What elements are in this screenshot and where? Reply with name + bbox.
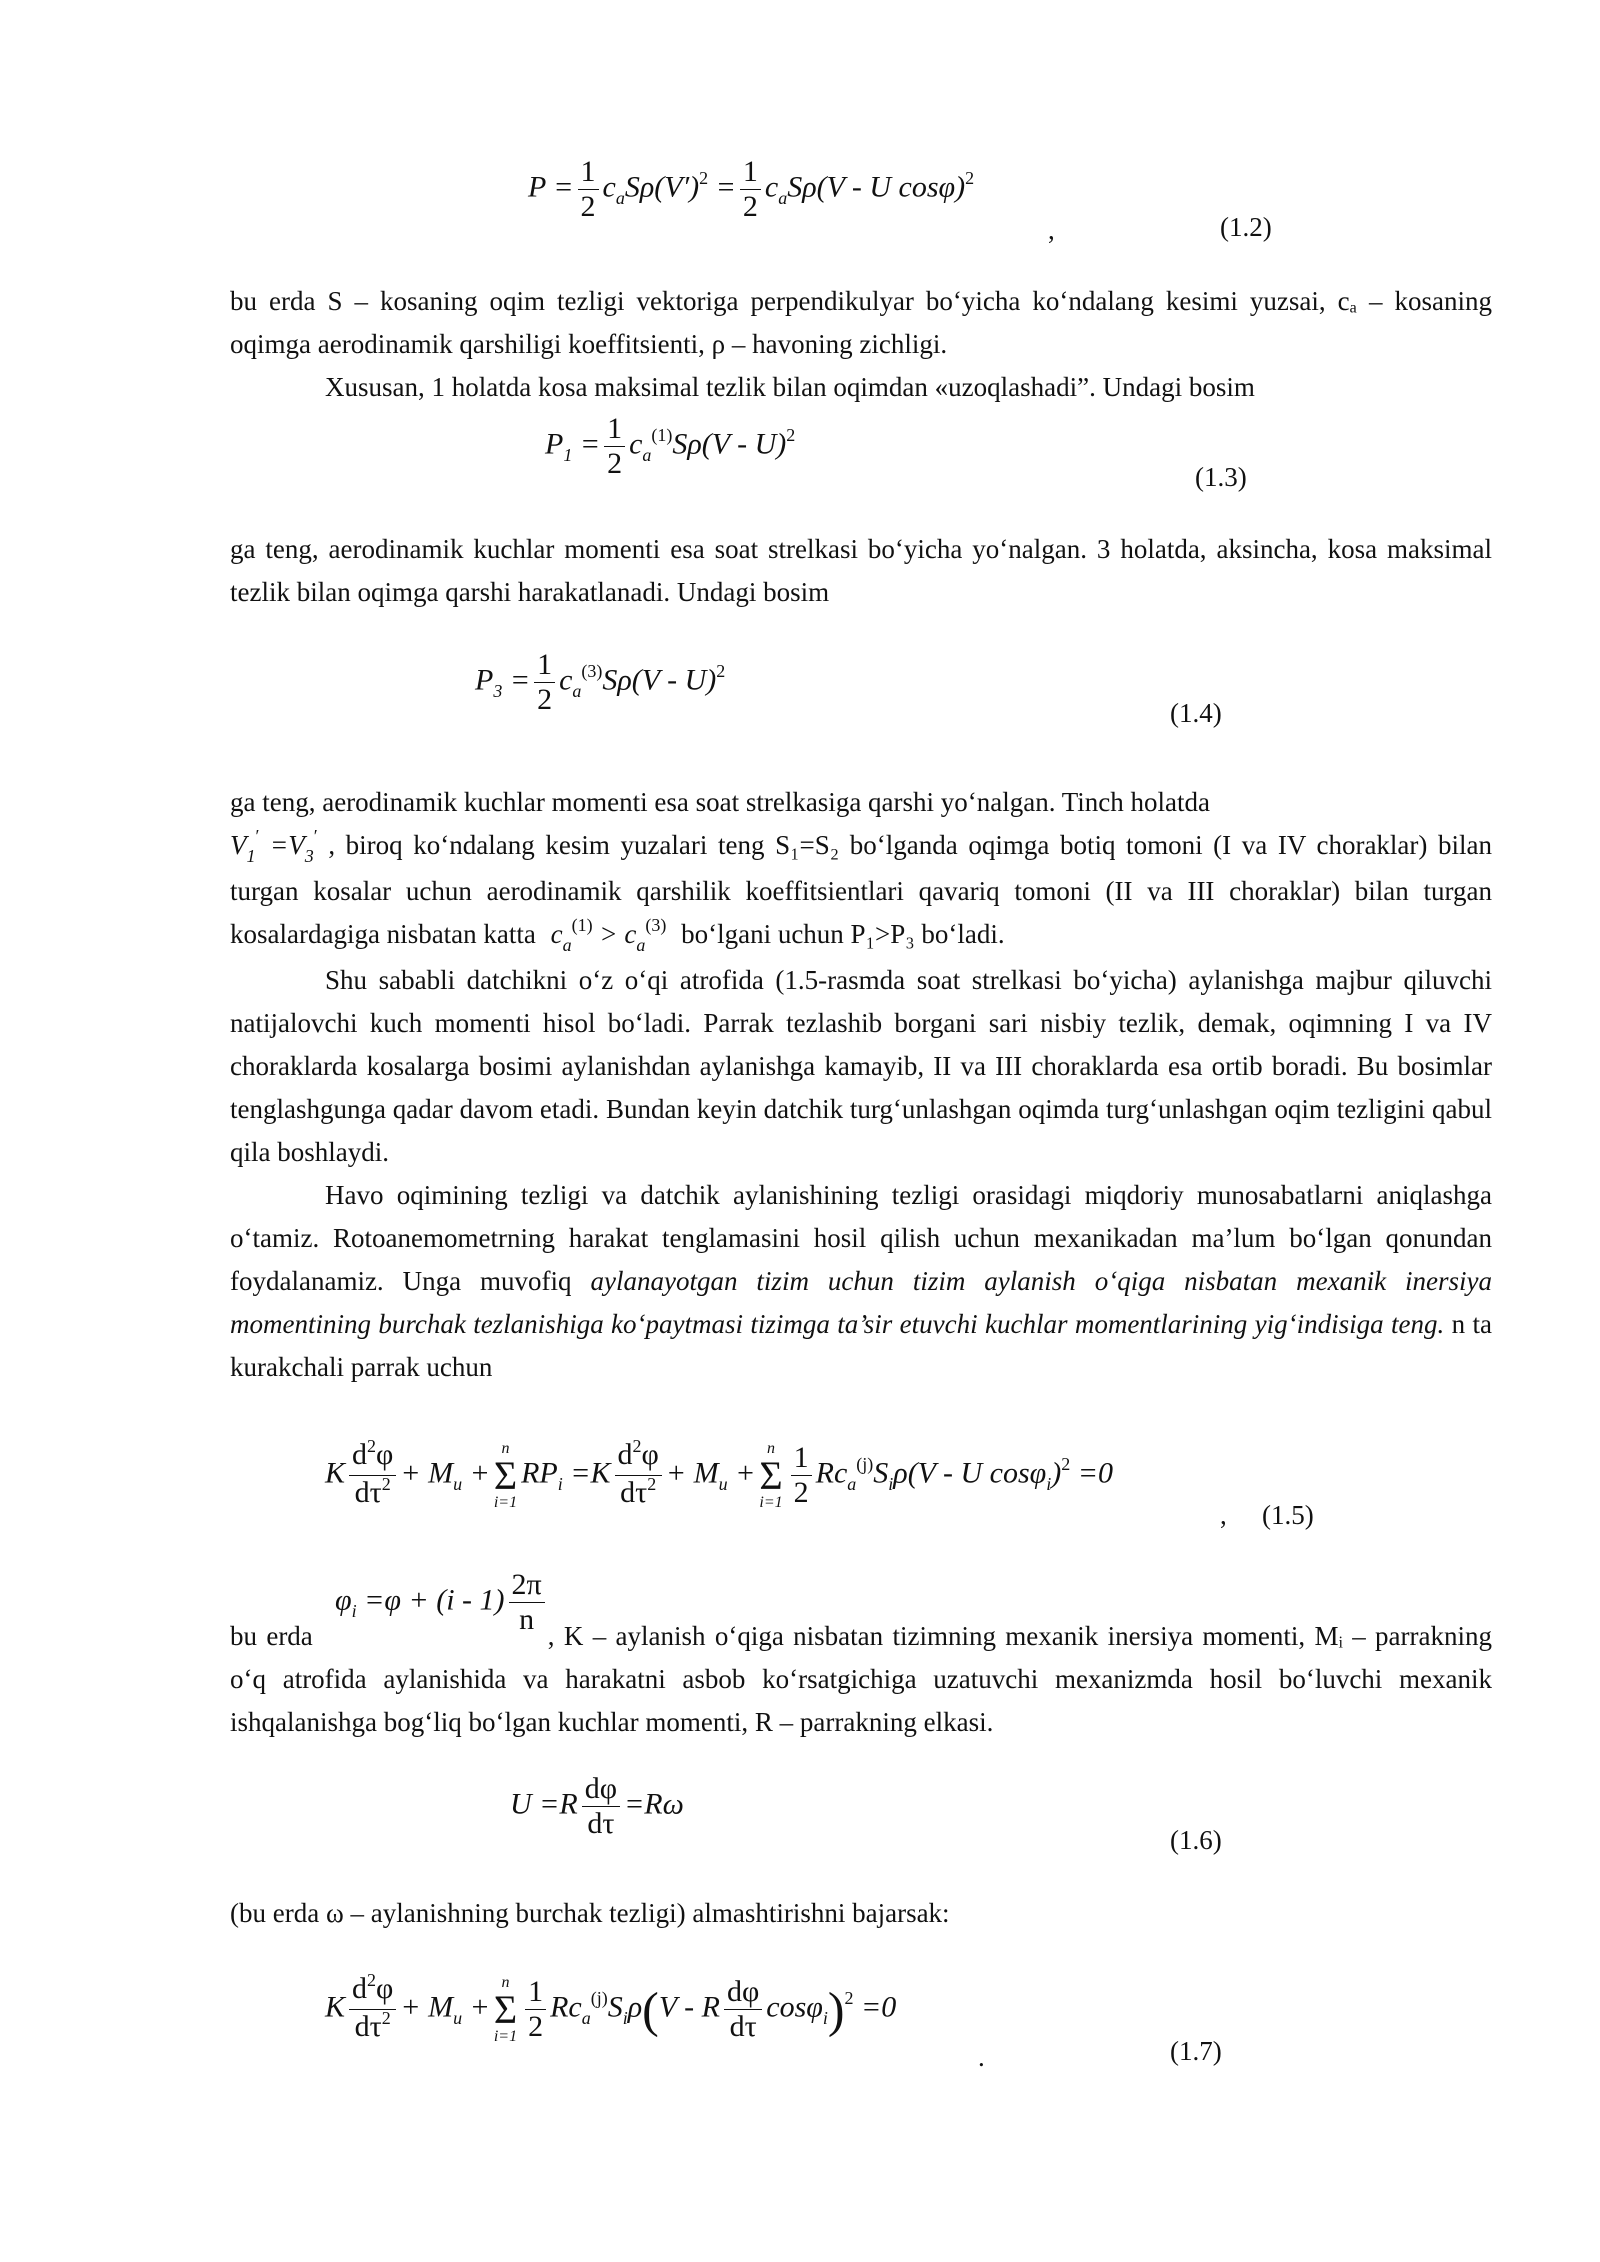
paragraph-block-4 <box>230 1615 1492 1744</box>
equation-period-1-7: . <box>978 2042 985 2072</box>
paragraph-block-2 <box>230 528 1492 614</box>
paragraph-holat-3: ga teng, aerodinamik kuchlar momenti esa soat strelkasi bo‘yicha yo‘nalgan. 3 holatda, aksincha, kosa maksimal tezlik bilan oqimga qarshi harakatlanadi. Undagi bosim <box>230 534 1492 607</box>
equation-1-6: U =R $\frac{d\varphi}{d\tau}$ =Rω <box>510 1772 684 1840</box>
equation-comma-1-5: , <box>1220 1500 1227 1530</box>
paragraph-block-3 <box>230 764 1492 1389</box>
paragraph-definitions: bu erda S – kosaning oqim tezligi vektoriga perpendikulyar bo‘yicha ko‘ndalang kesimi yuzsai, cₐ – kosaning oqimga aerodinamik qarshiligi koeffitsienti, ρ – havoning zichligi. <box>230 286 1492 359</box>
paragraph-block-1 <box>230 280 1492 409</box>
inline-formula-ca-compare: $c_a^{(1)} > c_a^{(3)}$ <box>550 915 667 955</box>
equation-number-1-5: (1.5) <box>1262 1500 1314 1530</box>
text-bu-erda: bu erda <box>230 1621 313 1651</box>
text-k-definition: , K – aylanish o‘qiga nisbatan tizimning mexanik inersiya momenti, Mᵢ – parrakning o‘q atrofida aylanishida va harakatni asbob ko‘rsatgichiga uzatuvchi mexanizmda hosil bo‘luvchi mexanik ishqalanishga bog‘liq bo‘lgan kuchlar momenti, R – parrakning elkasi. <box>230 1621 1492 1737</box>
inline-formula-phi-i: $\varphi_i =\varphi + (i - 1)$ $\frac{2\pi}{n}$ <box>335 1568 549 1637</box>
equation-1-7: K $\frac{d^2\varphi}{d\tau^2}$ + $M_u$ + n Σ i=1 $\frac{1}{2}$ $Rc_a^{(j)}S_i\rho(V$ - R $\frac{d\varphi}{d\tau}$ cosφ$_i$)$^2$ =0 <box>325 1970 897 2045</box>
equation-number-1-4: (1.4) <box>1170 698 1222 728</box>
text-tinch-b: , biroq ko‘ndalang kesim yuzalari teng S₁=S₂ bo‘lganda oqimga botiq tomoni (I va IV choraklar) bilan turgan kosalar uchun aerodinamik qarshilik koeffitsientlari qavariq tomoni (II va III choraklar) bilan turgan kosalardagiga nisbatan katta <box>230 830 1492 949</box>
equation-1-2: P = $\frac{1}{2}$ $c_aS\rho(V')^2$ = $\frac{1}{2}$ $c_aS\rho(V$ - U cosφ)$^2$ <box>528 155 975 223</box>
inline-formula-v1-v3: $V_1' =V_3'$ <box>230 826 318 866</box>
paragraph-tinch-holat <box>230 764 1492 959</box>
equation-number-1-2: (1.2) <box>1220 212 1272 242</box>
equation-number-1-3: (1.3) <box>1195 462 1247 492</box>
text-havo-c: n ta kurakchali parrak uchun <box>230 1309 1492 1382</box>
equation-comma: , <box>1048 215 1055 245</box>
paragraph-havo-oqimi <box>230 1174 1492 1389</box>
equation-number-1-7: (1.7) <box>1170 2036 1222 2066</box>
paragraph-bu-erda-k <box>230 1615 1492 1744</box>
equation-1-4: $P_3$ = $\frac{1}{2}$ $c_a^{(3)}S\rho(V - U)^2$ <box>475 648 726 716</box>
text-havo-a: Havo oqimining tezligi va datchik aylanishining tezligi orasidagi miqdoriy munosabatlarni aniqlashga o‘tamiz. Rotoanemometrning harakat tenglamasini hosil qilish uchun mexanikadan ma’lum bo‘lgan qonundan foydalanamiz. Unga muvofiq <box>230 1180 1492 1296</box>
text-tinch-a: ga teng, aerodinamik kuchlar momenti esa soat strelkasiga qarshi yo‘nalgan. Tinch holatda <box>230 787 1211 817</box>
text-tinch-c: bo‘lgani uchun P₁>P₃ bo‘ladi. <box>681 919 1005 949</box>
paragraph-block-5 <box>230 1892 1492 1935</box>
equation-number-1-6: (1.6) <box>1170 1825 1222 1855</box>
text-havo-law: aylanayotgan tizim uchun tizim aylanish o‘qiga nisbatan mexanik inersiya momentining burchak tezlanishiga ko‘paytmasi tizimga ta’sir etuvchi kuchlar momentlarining yig‘indisiga teng. <box>230 1266 1492 1339</box>
paragraph-shu-sababli: Shu sababli datchikni o‘z o‘qi atrofida (1.5-rasmda soat strelkasi bo‘yicha) aylanishga majbur qiluvchi natijalovchi kuch momenti hisol bo‘ladi. Parrak tezlashib borgani sari nisbiy tezlik, demak, oqimning I va IV choraklarda kosalarga bosimi aylanishdan aylanishga kamayib, II va III choraklarda esa ortib boradi. Bu bosimlar tenglashgunga qadar davom etadi. Bundan keyin datchik turg‘unlashgan oqimda turg‘unlashgan oqim tezligini qabul qila boshlaydi. <box>230 965 1492 1167</box>
equation-1-3: $P_1$ = $\frac{1}{2}$ $c_a^{(1)}S\rho(V - U)^2$ <box>545 412 796 480</box>
paragraph-holat-1: Xususan, 1 holatda kosa maksimal tezlik bilan oqimdan «uzoqlashadi”. Undagi bosim <box>325 372 1255 402</box>
paragraph-omega: (bu erda ω – aylanishning burchak tezligi) almashtirishni bajarsak: <box>230 1898 950 1928</box>
equation-1-5: K $\frac{d^2\varphi}{d\tau^2}$ + $M_u$ + n Σ i=1 $RP_i =K$ $\frac{d^2\varphi}{d\tau^2}$ + $M_u$ + n Σ i=1 $\frac{1}{2}$ $Rc_a^{(j)}S_i\rho(V$ - U cosφ$_i$)$^2$ =0 <box>325 1436 1113 1511</box>
